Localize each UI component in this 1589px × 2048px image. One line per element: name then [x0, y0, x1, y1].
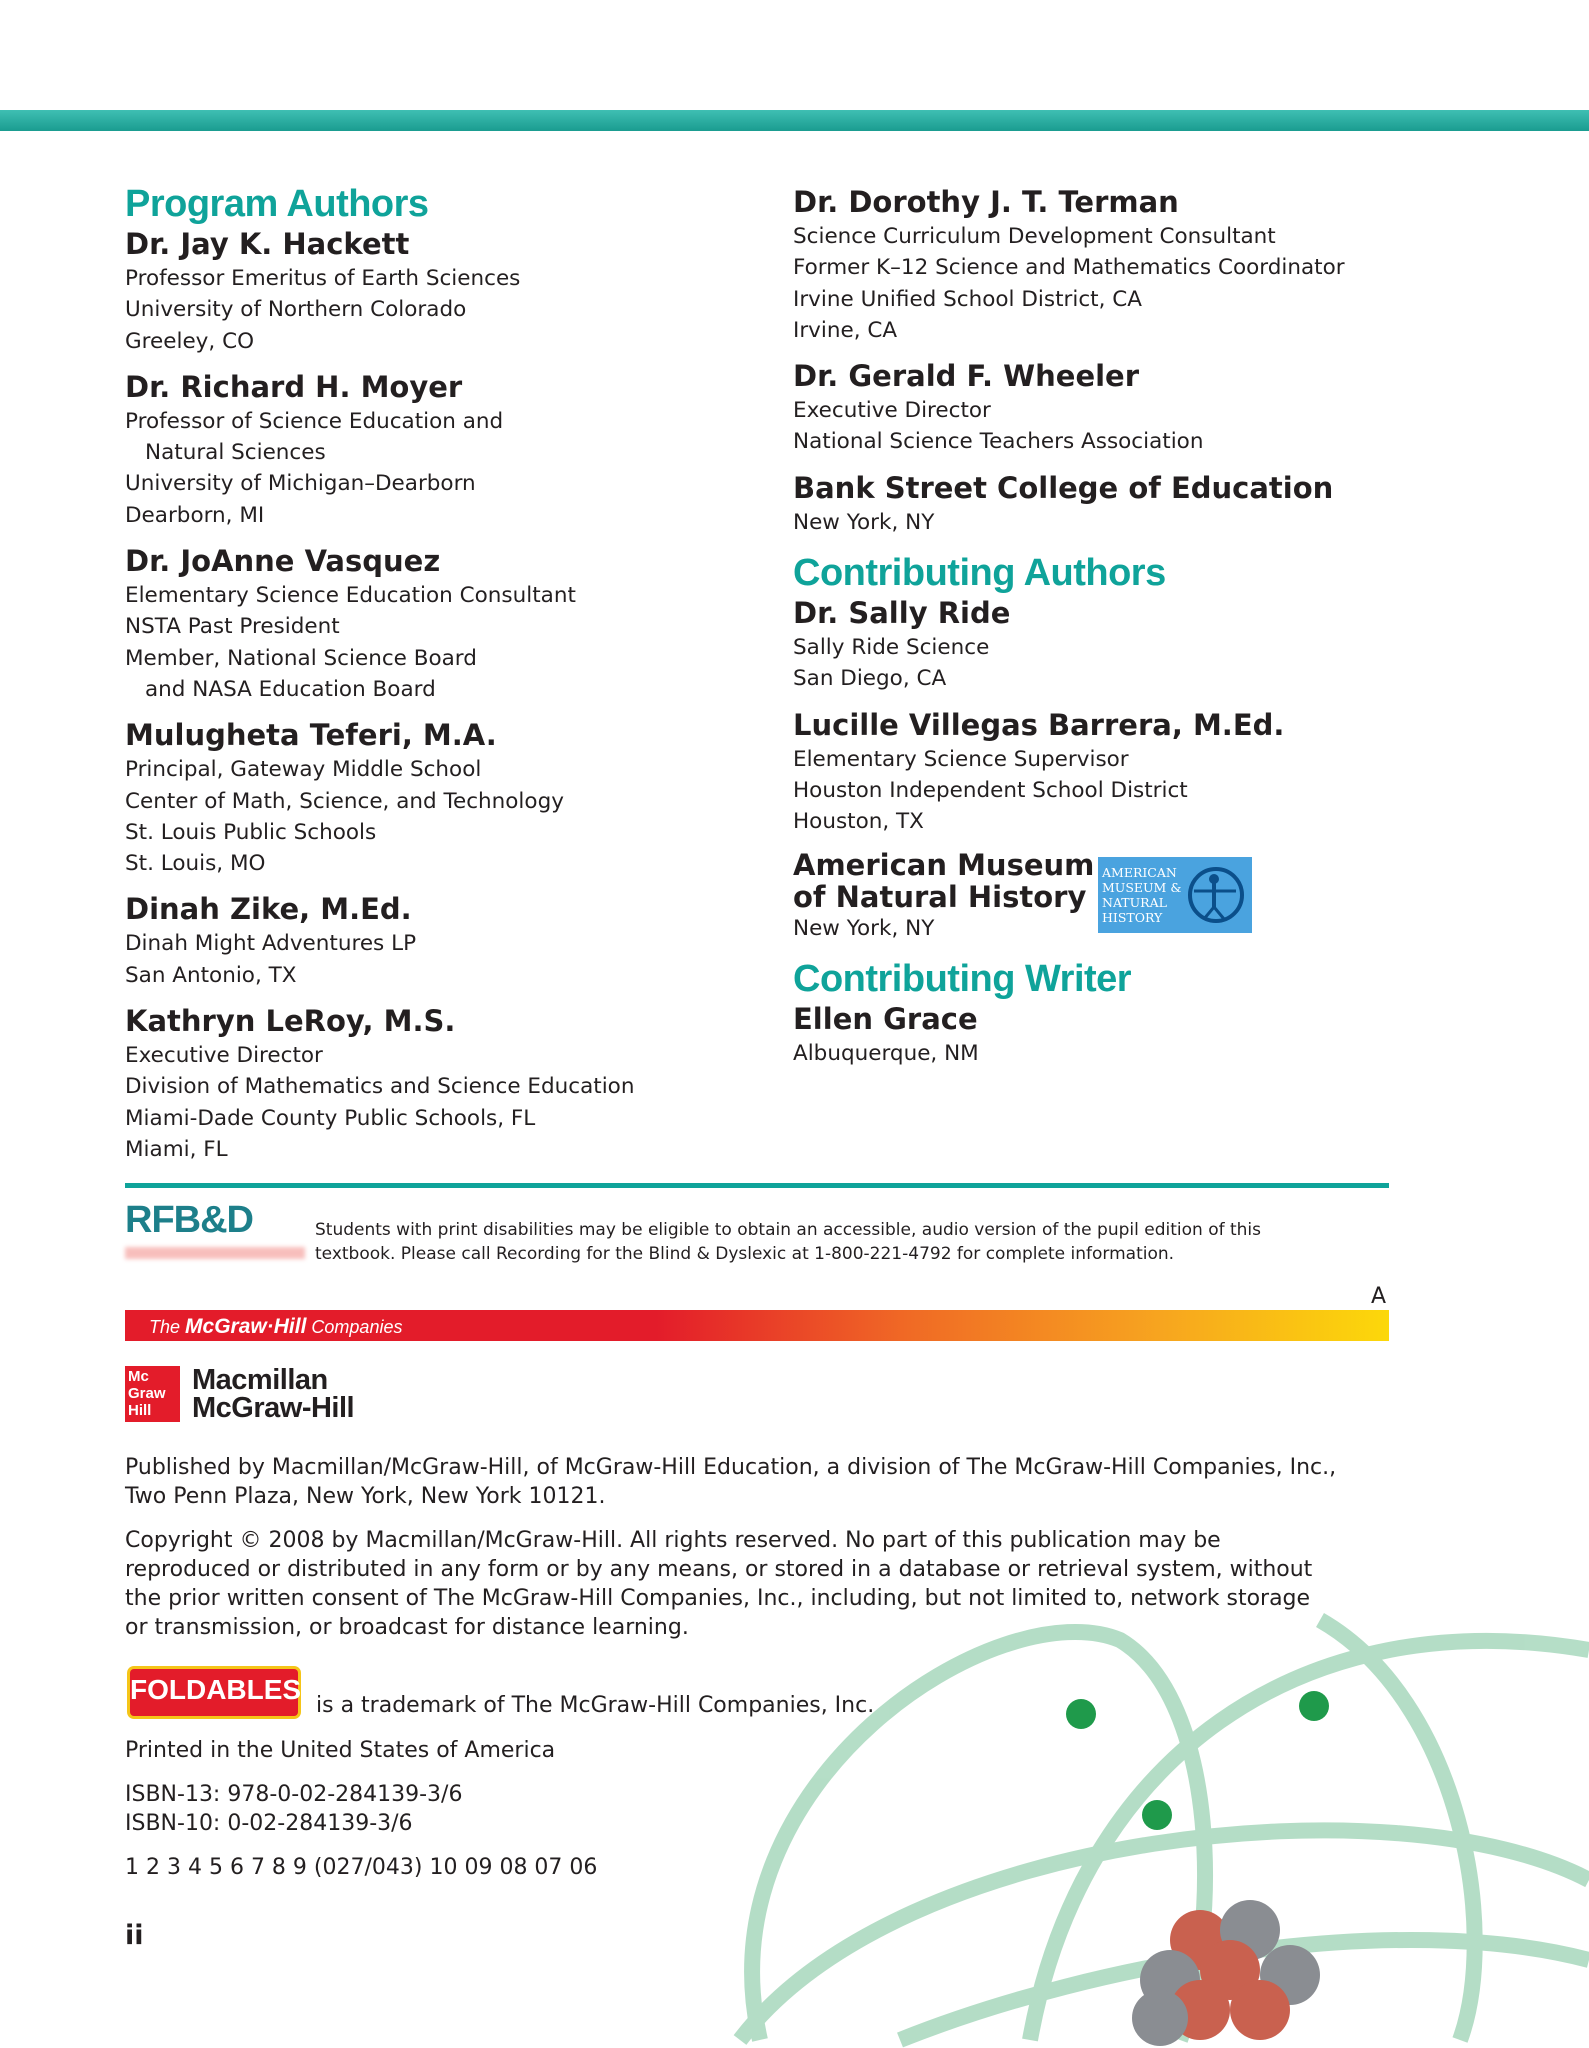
author-detail: Dinah Might Adventures LP	[125, 931, 417, 957]
divider-rule	[125, 1183, 1389, 1188]
author-detail: Division of Mathematics and Science Education	[125, 1074, 635, 1100]
published-by: Published by Macmillan/McGraw-Hill, of McGraw-Hill Education, a division of The McGraw-Hill Companies, Inc., Two Penn Plaza, New York, New York 10121.	[125, 1455, 1337, 1509]
author-detail: NSTA Past President	[125, 614, 340, 640]
author-entry	[793, 183, 1493, 346]
writer-detail: Albuquerque, NM	[793, 1040, 979, 1066]
copyright-notice: Copyright © 2008 by Macmillan/McGraw-Hill. All rights reserved. No part of this publication may be reproduced or distributed in any form or by any means, or stored in a database or retrieval system, without the prior written consent of The McGraw-Hill Companies, Inc., including, but not limited to, network storage or transmission, or broadcast for distance learning.	[125, 1528, 1313, 1640]
program-authors-heading: Program Authors	[125, 183, 429, 225]
author-detail: Center of Math, Science, and Technology	[125, 788, 564, 814]
foldables-trademark: is a trademark of The McGraw-Hill Companies, Inc.	[316, 1693, 875, 1718]
author-detail: San Antonio, TX	[125, 962, 297, 988]
rfbd-line: textbook. Please call Recording for the Blind & Dyslexic at 1-800-221-4792 for complete information.	[315, 1244, 1175, 1264]
foldables-logo: FOLDABLES	[130, 1669, 298, 1716]
author-name: Dr. Dorothy J. T. Terman	[793, 185, 1179, 219]
print-line: 1 2 3 4 5 6 7 8 9 (027/043) 10 09 08 07 06	[125, 1855, 598, 1880]
mcgraw-hill-banner: The McGraw·Hill Companies	[125, 1310, 1389, 1341]
author-entry	[793, 469, 1493, 538]
electron	[1299, 1691, 1329, 1721]
author-detail: Miami, FL	[125, 1136, 228, 1162]
author-name: Mulugheta Teferi, M.A.	[125, 718, 497, 753]
author-name: Kathryn LeRoy, M.S.	[125, 1004, 456, 1039]
author-detail: Irvine Unified School District, CA	[793, 286, 1142, 312]
author-detail: Irvine, CA	[793, 317, 898, 343]
rfbd-line: Students with print disabilities may be eligible to obtain an accessible, audio version of the pupil edition of this	[315, 1220, 1262, 1240]
author-detail: Principal, Gateway Middle School	[125, 757, 482, 783]
author-name: American Museum	[793, 847, 1095, 882]
author-detail: New York, NY	[793, 509, 935, 535]
author-entry	[125, 368, 765, 531]
author-detail: Professor of Science Education and	[125, 408, 504, 434]
macmillan-mcgraw-hill-logo: Mc Graw Hill Macmillan McGraw-Hill	[125, 1366, 354, 1422]
right-column	[793, 183, 1493, 1069]
author-name: Dr. Sally Ride	[793, 596, 1011, 631]
author-detail: Houston Independent School District	[793, 777, 1188, 803]
author-detail: Houston, TX	[793, 809, 924, 835]
author-entry	[125, 1002, 765, 1165]
author-entry	[125, 716, 765, 879]
vitruvian-icon	[1184, 863, 1248, 927]
contributing-authors-heading: Contributing Authors	[793, 552, 1166, 595]
author-detail: Dearborn, MI	[125, 502, 265, 528]
author-detail: University of Northern Colorado	[125, 297, 467, 323]
author-detail: Science Curriculum Development Consultant	[793, 224, 1276, 249]
printed-in: Printed in the United States of America	[125, 1738, 556, 1763]
rfbd-notice	[315, 1218, 1395, 1266]
author-detail: Professor Emeritus of Earth Sciences	[125, 266, 521, 291]
author-name: Dr. JoAnne Vasquez	[125, 544, 441, 579]
author-detail: Elementary Science Education Consultant	[125, 583, 576, 609]
writer-name: Ellen Grace	[793, 1001, 978, 1036]
author-entry	[125, 225, 765, 357]
isbn-13: ISBN-13: 978-0-02-284139-3/6	[125, 1782, 463, 1807]
rfbd-logo: RFB&D	[125, 1199, 310, 1265]
author-name: Lucille Villegas Barrera, M.Ed.	[793, 707, 1285, 742]
author-detail: Member, National Science Board	[125, 645, 477, 671]
author-detail: Executive Director	[125, 1043, 323, 1069]
top-teal-bar	[0, 110, 1589, 131]
left-column	[125, 183, 765, 1176]
author-name: Dinah Zike, M.Ed.	[125, 892, 412, 927]
author-detail: New York, NY	[793, 915, 935, 941]
author-detail: Executive Director	[793, 398, 991, 424]
page-number: ii	[125, 1920, 144, 1951]
author-entry	[793, 357, 1493, 458]
author-entry	[125, 890, 765, 991]
author-detail: Elementary Science Supervisor	[793, 746, 1129, 772]
author-detail: St. Louis, MO	[125, 851, 266, 877]
author-detail: Greeley, CO	[125, 328, 255, 354]
author-name: of Natural History	[793, 879, 1087, 914]
nucleus	[1132, 1900, 1320, 2046]
author-detail: Former K–12 Science and Mathematics Coordinator	[793, 255, 1345, 281]
author-name: Dr. Richard H. Moyer	[125, 369, 463, 404]
author-detail: Natural Sciences	[145, 440, 326, 466]
isbn-10: ISBN-10: 0-02-284139-3/6	[125, 1811, 413, 1836]
author-detail: National Science Teachers Association	[793, 429, 1204, 455]
amnh-logo: AMERICAN MUSEUM & NATURAL HISTORY	[1098, 857, 1252, 933]
author-name: Bank Street College of Education	[793, 470, 1334, 505]
author-detail: Miami-Dade County Public Schools, FL	[125, 1105, 536, 1131]
author-detail: Sally Ride Science	[793, 635, 990, 661]
author-detail: St. Louis Public Schools	[125, 819, 377, 845]
electron	[1066, 1699, 1096, 1729]
author-entry	[125, 542, 765, 705]
author-detail: University of Michigan–Dearborn	[125, 471, 476, 497]
author-detail: and NASA Education Board	[145, 676, 436, 702]
edition-mark: A	[1371, 1284, 1387, 1309]
author-name: Dr. Jay K. Hackett	[125, 227, 410, 261]
author-detail: San Diego, CA	[793, 666, 947, 692]
author-name: Dr. Gerald F. Wheeler	[793, 359, 1140, 394]
contributing-writer-heading: Contributing Writer	[793, 957, 1132, 1000]
